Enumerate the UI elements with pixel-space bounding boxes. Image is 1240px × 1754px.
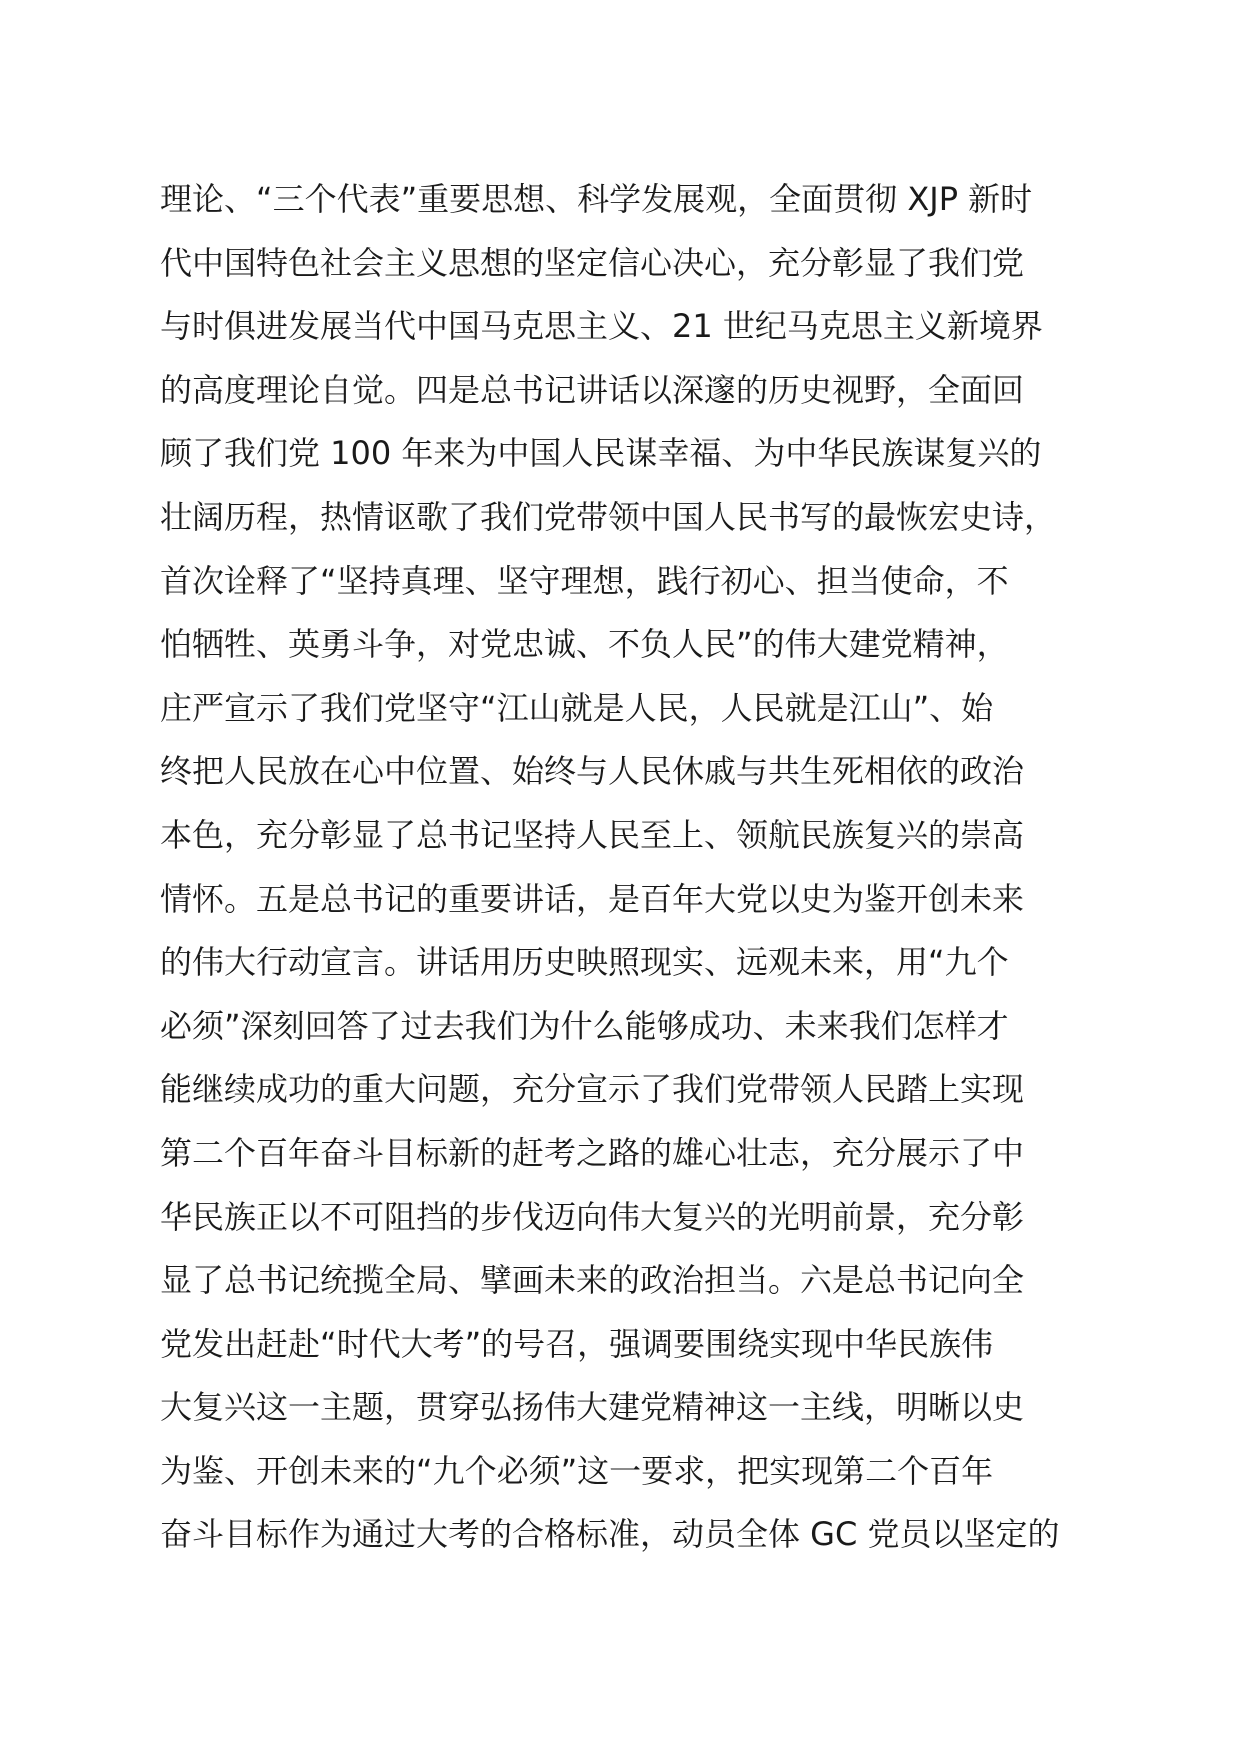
text-line: 本色，充分彰显了总书记坚持人民至上、领航民族复兴的崇高 bbox=[160, 815, 1025, 854]
text-line: 首次诠释了“坚持真理、坚守理想，践行初心、担当使命，不 bbox=[160, 561, 1009, 600]
body-paragraph bbox=[160, 168, 1120, 1567]
text-line: 显了总书记统揽全局、擘画未来的政治担当。六是总书记向全 bbox=[160, 1261, 1025, 1300]
text-line: 情怀。五是总书记的重要讲话，是百年大党以史为鉴开创未来 bbox=[160, 879, 1025, 918]
text-line: 理论、“三个代表”重要思想、科学发展观，全面贯彻 XJP 新时 bbox=[160, 180, 1033, 218]
text-line: 怕牺牲、英勇斗争，对党忠诚、不负人民”的伟大建党精神， bbox=[160, 625, 1009, 664]
text-line: 终把人民放在心中位置、始终与人民休戚与共生死相依的政治 bbox=[160, 752, 1025, 791]
text-line: 必须”深刻回答了过去我们为什么能够成功、未来我们怎样才 bbox=[160, 1006, 1009, 1045]
text-line: 党发出赶赴“时代大考”的号召，强调要围绕实现中华民族伟 bbox=[160, 1324, 994, 1363]
text-line: 与时俱进发展当代中国马克思主义、21 世纪马克思主义新境界 bbox=[160, 307, 1043, 346]
text-line: 奋斗目标作为通过大考的合格标准，动员全体 GC 党员以坚定的 bbox=[160, 1515, 1060, 1554]
text-line: 的高度理论自觉。四是总书记讲话以深邃的历史视野，全面回 bbox=[160, 370, 1025, 409]
text-line: 的伟大行动宣言。讲话用历史映照现实、远观未来，用“九个 bbox=[160, 943, 1009, 982]
text-line: 代中国特色社会主义思想的坚定信心决心，充分彰显了我们党 bbox=[160, 243, 1025, 282]
text-line: 庄严宣示了我们党坚守“江山就是人民，人民就是江山”、始 bbox=[160, 688, 994, 727]
text-line: 第二个百年奋斗目标新的赶考之路的雄心壮志，充分展示了中 bbox=[160, 1133, 1025, 1172]
text-line: 华民族正以不可阻挡的步伐迈向伟大复兴的光明前景，充分彰 bbox=[160, 1197, 1025, 1236]
text-line: 大复兴这一主题，贯穿弘扬伟大建党精神这一主线，明晰以史 bbox=[160, 1388, 1025, 1427]
text-line: 能继续成功的重大问题，充分宣示了我们党带领人民踏上实现 bbox=[160, 1070, 1025, 1109]
text-line: 壮阔历程，热情讴歌了我们党带领中国人民书写的最恢宏史诗， bbox=[160, 497, 1057, 536]
text-line: 顾了我们党 100 年来为中国人民谋幸福、为中华民族谋复兴的 bbox=[160, 434, 1042, 473]
text-line: 为鉴、开创未来的“九个必须”这一要求，把实现第二个百年 bbox=[160, 1451, 994, 1490]
